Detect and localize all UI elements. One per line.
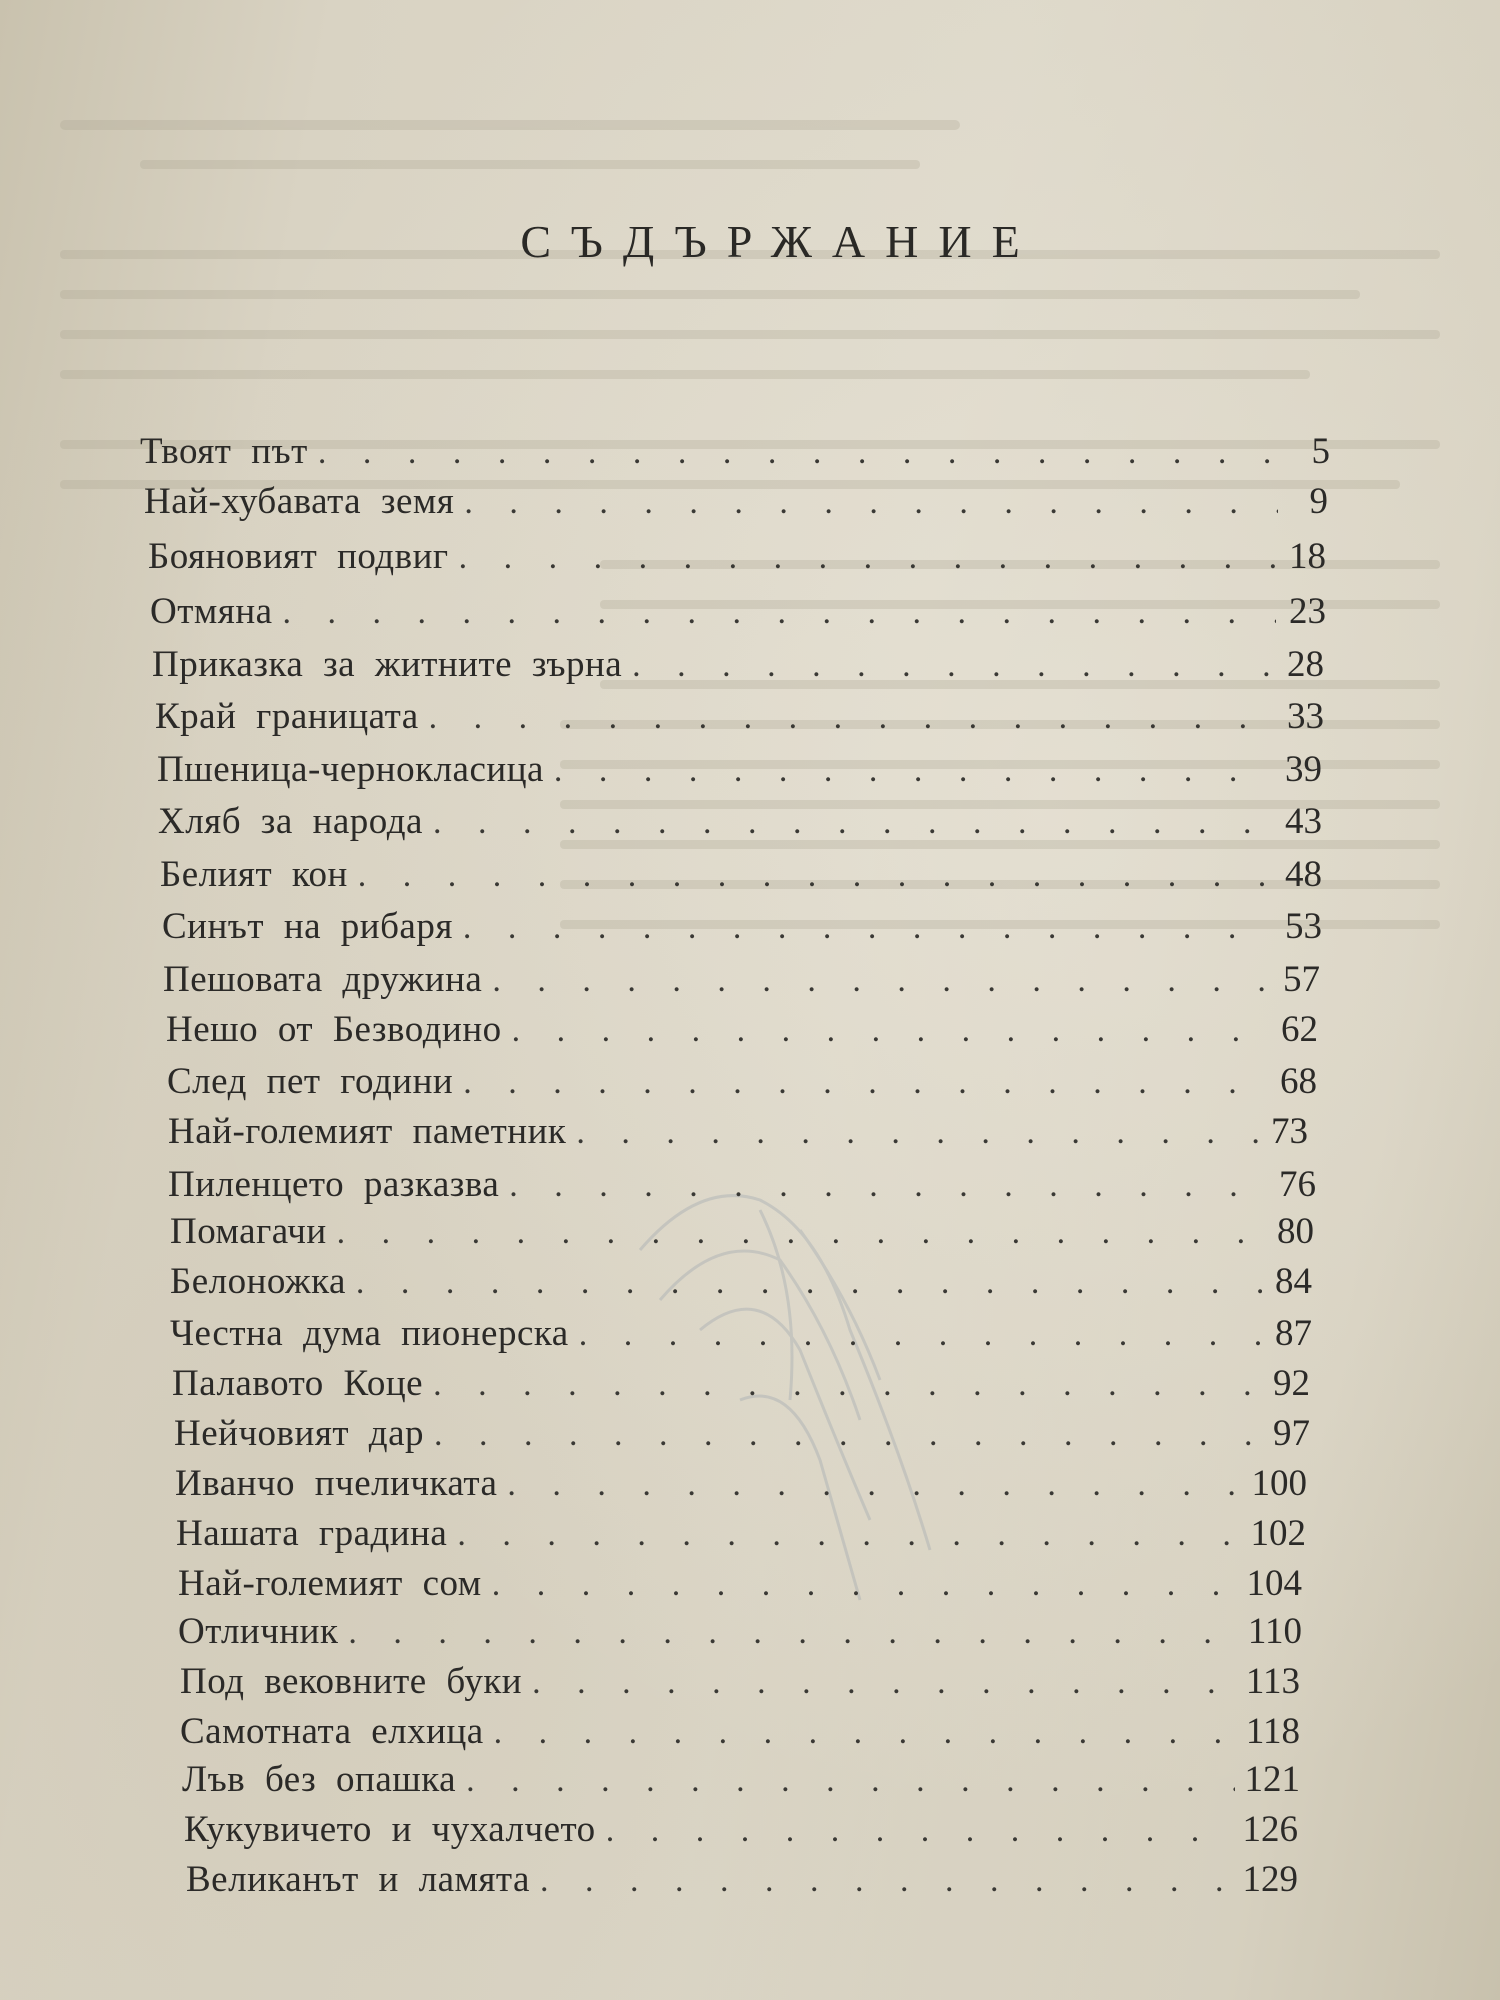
- toc-entry: [172, 1362, 1310, 1410]
- dot-leader: [540, 1862, 1233, 1900]
- dot-leader: [494, 1714, 1236, 1752]
- toc-page-number: 97: [1273, 1413, 1310, 1454]
- toc-entry: [157, 748, 1322, 796]
- toc-entry-title: Честна дума пионерска: [170, 1313, 569, 1354]
- dot-leader: [283, 594, 1276, 632]
- dot-leader: [463, 909, 1272, 947]
- toc-entry-title: Самотната елхица: [180, 1711, 484, 1752]
- toc-entry: [162, 905, 1322, 953]
- toc-entry-title: Белият кон: [160, 854, 348, 895]
- toc-page-number: 5: [1311, 431, 1330, 472]
- dot-leader: [507, 1466, 1241, 1504]
- toc-entry-title: Великанът и ламята: [186, 1859, 530, 1900]
- toc-entry: [150, 590, 1326, 638]
- dot-leader: [464, 484, 1278, 522]
- toc-entry-title: Отличник: [178, 1611, 339, 1652]
- toc-entry-title: Палавото Коце: [172, 1363, 424, 1404]
- toc-entry: [186, 1858, 1298, 1906]
- toc-page-number: 121: [1244, 1759, 1300, 1800]
- toc-entry: [152, 643, 1324, 691]
- dot-leader: [434, 1416, 1260, 1454]
- toc-entry-title: Нейчовият дар: [174, 1413, 425, 1454]
- toc-page-number: 110: [1247, 1611, 1302, 1652]
- dot-leader: [463, 1064, 1267, 1102]
- toc-entry-title: Бояновият подвиг: [148, 536, 449, 577]
- toc-entry-title: Пшеница-чернокласица: [157, 749, 544, 790]
- toc-entry-title: Синът на рибаря: [162, 906, 453, 947]
- dot-leader: [532, 1664, 1236, 1702]
- toc-page-number: 102: [1250, 1513, 1306, 1554]
- dot-leader: [459, 539, 1276, 577]
- toc-page-number: 62: [1281, 1009, 1318, 1050]
- toc-entry: [144, 480, 1328, 528]
- toc-entry-title: След пет години: [167, 1061, 454, 1102]
- dot-leader: [492, 1566, 1237, 1604]
- toc-page-number: 84: [1275, 1261, 1312, 1302]
- dot-leader: [606, 1812, 1233, 1850]
- toc-entry: [163, 958, 1320, 1006]
- toc-page-number: 129: [1242, 1859, 1298, 1900]
- page-title: СЪДЪРЖАНИЕ: [520, 216, 1040, 267]
- toc-entry: [155, 695, 1324, 743]
- dot-leader: [576, 1114, 1258, 1152]
- toc-page-number: 80: [1277, 1211, 1314, 1252]
- toc-entry-title: Хляб за народа: [158, 801, 423, 842]
- toc-entry: [175, 1462, 1307, 1510]
- dot-leader: [512, 1012, 1268, 1050]
- toc-entry-title: Белоножка: [170, 1261, 346, 1302]
- toc-page-number: 43: [1285, 801, 1322, 842]
- toc-entry: [140, 430, 1330, 478]
- toc-page-number: 23: [1289, 591, 1326, 632]
- dot-leader: [554, 752, 1272, 790]
- toc-page-number: 92: [1273, 1363, 1310, 1404]
- toc-page-number: 126: [1242, 1809, 1298, 1850]
- toc-entry-title: Кукувичето и чухалчето: [184, 1809, 596, 1850]
- toc-page-number: 48: [1285, 854, 1322, 895]
- toc-entry: [170, 1312, 1312, 1360]
- toc-entry-title: Твоят път: [140, 431, 308, 472]
- dot-leader: [433, 804, 1272, 842]
- toc-page-number: 68: [1280, 1061, 1317, 1102]
- dot-leader: [348, 1614, 1237, 1652]
- toc-entry: [184, 1808, 1298, 1856]
- dot-leader: [492, 962, 1270, 1000]
- dot-leader: [509, 1167, 1266, 1205]
- toc-page-number: 104: [1246, 1563, 1302, 1604]
- dot-leader: [358, 857, 1272, 895]
- dot-leader: [318, 434, 1280, 472]
- toc-entry: [170, 1210, 1314, 1258]
- toc-page-number: 39: [1285, 749, 1322, 790]
- toc-entry: [180, 1710, 1300, 1758]
- toc-entry-title: Под вековните буки: [180, 1661, 523, 1702]
- toc-entry: [170, 1260, 1312, 1308]
- toc-page-number: 118: [1245, 1711, 1300, 1752]
- toc-entry-title: Иванчо пчеличката: [175, 1463, 498, 1504]
- toc-page-number: 100: [1251, 1463, 1307, 1504]
- toc-entry-title: Най-хубавата земя: [144, 481, 455, 522]
- toc-page-number: 73: [1271, 1111, 1308, 1152]
- toc-page-number: 53: [1285, 906, 1322, 947]
- toc-entry: [148, 535, 1326, 583]
- toc-entry-title: Приказка за житните зърна: [152, 644, 623, 685]
- toc-page-number: 33: [1287, 696, 1324, 737]
- dot-leader: [457, 1516, 1240, 1554]
- toc-entry: [166, 1008, 1318, 1056]
- dot-leader: [429, 699, 1274, 737]
- toc-entry-title: Пиленцето разказва: [168, 1164, 500, 1205]
- toc-entry: [168, 1110, 1308, 1158]
- toc-entry-title: Помагачи: [170, 1211, 327, 1252]
- toc-page-number: 28: [1287, 644, 1324, 685]
- toc-page-number: 18: [1289, 536, 1326, 577]
- toc-entry: [180, 1660, 1300, 1708]
- dot-leader: [579, 1316, 1262, 1354]
- toc-entry-title: Най-големият сом: [178, 1563, 482, 1604]
- toc-page-number: 113: [1245, 1661, 1300, 1702]
- toc-entry-title: Край границата: [155, 696, 419, 737]
- toc-entry-title: Пешовата дружина: [163, 959, 483, 1000]
- dot-leader: [356, 1264, 1262, 1302]
- toc-entry: [176, 1512, 1306, 1560]
- dot-leader: [337, 1214, 1264, 1252]
- toc-entry: [178, 1610, 1302, 1658]
- toc-page-number: 9: [1309, 481, 1328, 522]
- toc-entry: [158, 800, 1322, 848]
- toc-entry: [160, 853, 1322, 901]
- toc-page-number: 76: [1279, 1164, 1316, 1205]
- dot-leader: [433, 1366, 1260, 1404]
- toc-entry-title: Отмяна: [150, 591, 273, 632]
- toc-page-number: 57: [1283, 959, 1320, 1000]
- toc-entry: [178, 1562, 1302, 1610]
- toc-entry-title: Най-големият паметник: [168, 1111, 567, 1152]
- toc-entry: [174, 1412, 1310, 1460]
- toc-entry-title: Нашата градина: [176, 1513, 448, 1554]
- toc-entry: [168, 1163, 1316, 1211]
- dot-leader: [632, 647, 1274, 685]
- toc-entry-title: Лъв без опашка: [182, 1759, 457, 1800]
- toc-entry-title: Нешо от Безводино: [166, 1009, 502, 1050]
- dot-leader: [466, 1762, 1234, 1800]
- toc-entry: [167, 1060, 1317, 1108]
- toc-page-number: 87: [1275, 1313, 1312, 1354]
- toc-entry: [182, 1758, 1300, 1806]
